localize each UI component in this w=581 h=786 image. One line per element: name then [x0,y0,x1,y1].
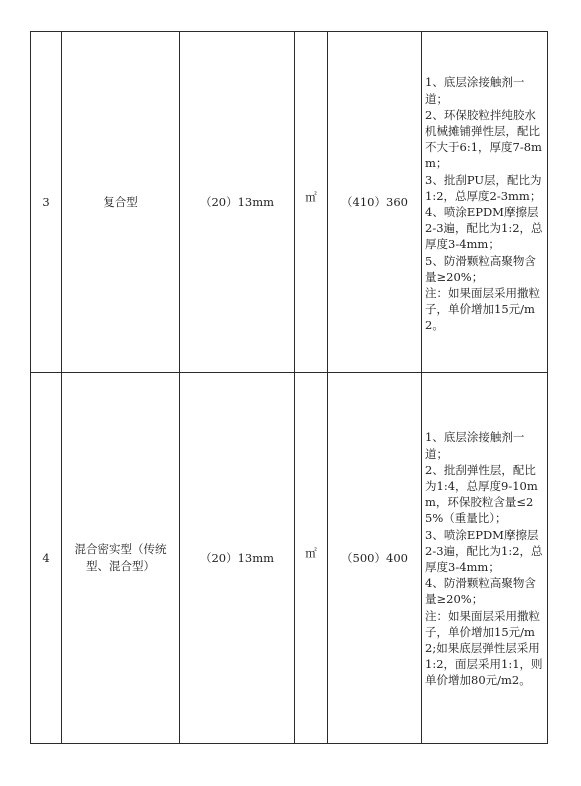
type-name: 混合密实型（传统型、混合型） [74,542,167,573]
price-value: （410）360 [341,195,408,209]
row-index-cell [31,373,62,744]
price-value: （500）400 [341,551,408,565]
price-cell [328,373,422,744]
description-note: 注：如果面层采用撒粒子，单价增加15元/m2。 [425,286,540,333]
description-list [422,429,547,688]
description-line: 3、喷涂EPDM摩擦层2-3遍，配比为1:2，总厚度3-4mm； [425,527,543,574]
thickness-cell [180,373,295,744]
description-line: 4、喷涂EPDM摩擦层2-3遍，配比为1:2，总厚度3-4mm； [425,205,543,252]
description-line: 1、底层涂接触剂一道； [425,75,525,106]
thickness-cell [180,32,295,373]
description-line: 2、批刮弹性层，配比为1:4，总厚度9-10mm，环保胶粒含量≤25%（重量比）； [425,462,538,526]
description-cell [422,373,548,744]
table-row [31,373,548,744]
type-name-cell [62,373,180,744]
unit-value: ㎡ [305,546,317,560]
thickness-value: （20）13mm [199,551,275,565]
unit-cell [295,373,328,744]
row-index-cell [31,32,62,373]
description-list [422,74,547,333]
description-line: 5、防滑颗粒高聚物含量≥20%； [425,253,536,284]
type-name-cell [62,32,180,373]
description-line: 4、防滑颗粒高聚物含量≥20%； [425,576,536,607]
row-index: 4 [42,551,50,565]
spec-table [30,31,548,744]
description-line: 1、底层涂接触剂一道； [425,430,525,461]
description-cell [422,32,548,373]
price-cell [328,32,422,373]
description-line: 2、环保胶粒拌纯胶水机械摊铺弹性层，配比不大于6:1，厚度7-8mm； [425,107,542,171]
description-note: 注：如果面层采用撒粒子，单价增加15元/m2;如果底层弹性层采用1:2，面层采用1:1，则单价增加80元/m2。 [425,608,543,688]
unit-value: ㎡ [305,190,317,204]
thickness-value: （20）13mm [199,195,275,209]
description-line: 3、批刮PU层，配比为1:2，总厚度2-3mm； [425,172,542,203]
unit-cell [295,32,328,373]
table-row [31,32,548,373]
type-name: 复合型 [103,194,138,209]
row-index: 3 [42,195,50,209]
